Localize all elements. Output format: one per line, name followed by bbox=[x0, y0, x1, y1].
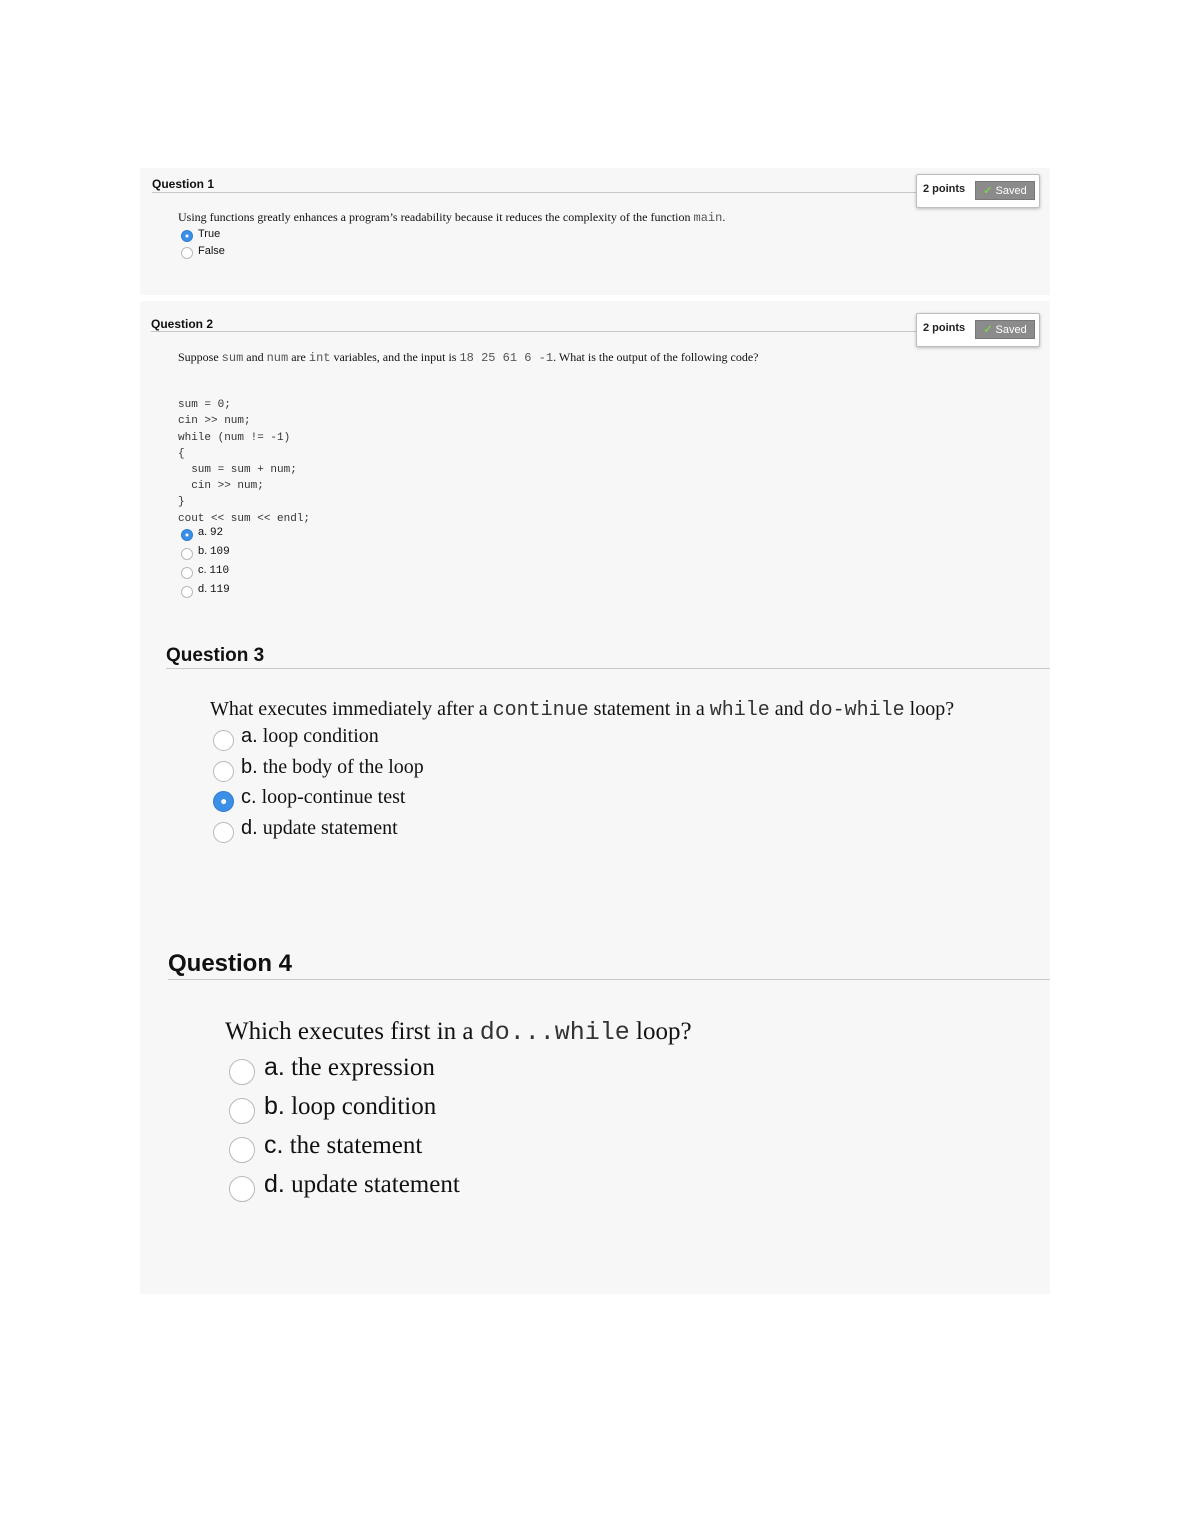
code-line: sum = 0; bbox=[178, 399, 231, 412]
text-part: variables, and the input is bbox=[330, 350, 460, 364]
option-text: the statement bbox=[289, 1132, 423, 1159]
code-word: sum bbox=[221, 351, 244, 365]
question-2-divider bbox=[151, 331, 917, 332]
option-letter: a. bbox=[198, 526, 208, 538]
radio-option-c[interactable] bbox=[213, 791, 234, 812]
option-true-label: True bbox=[198, 228, 221, 240]
code-line: } bbox=[178, 496, 185, 509]
question-3-title: Question 3 bbox=[166, 645, 265, 666]
question-3-divider bbox=[166, 668, 1050, 669]
option-c-label bbox=[241, 786, 405, 809]
text-part: . What is the output of the following code? bbox=[553, 350, 759, 364]
question-1-points-badge bbox=[916, 174, 1040, 208]
code-line: sum = sum + num; bbox=[178, 464, 297, 477]
question-1-panel bbox=[140, 168, 1050, 295]
text-part: and bbox=[243, 350, 267, 364]
code-line: cin >> num; bbox=[178, 415, 251, 428]
option-a-label bbox=[198, 526, 223, 539]
question-4-title: Question 4 bbox=[168, 950, 293, 977]
radio-option-b[interactable] bbox=[181, 548, 193, 560]
option-d-label bbox=[264, 1170, 460, 1199]
option-letter: b. bbox=[264, 1092, 285, 1120]
radio-option-d[interactable] bbox=[181, 586, 193, 598]
radio-option-b[interactable] bbox=[213, 761, 234, 782]
option-d-label bbox=[198, 583, 230, 596]
text-part: loop? bbox=[904, 698, 955, 720]
question-4-text bbox=[225, 1018, 692, 1047]
check-icon: ✓ bbox=[983, 185, 993, 197]
radio-option-a[interactable] bbox=[229, 1059, 255, 1085]
radio-option-a[interactable] bbox=[181, 529, 193, 541]
question-text-end: . bbox=[722, 210, 726, 224]
code-word: int bbox=[308, 351, 331, 365]
option-text: loop condition bbox=[262, 725, 379, 747]
code-word: main bbox=[693, 211, 723, 225]
option-b-label bbox=[264, 1092, 436, 1121]
code-line: { bbox=[178, 447, 185, 460]
code-block bbox=[178, 381, 310, 543]
option-letter: d. bbox=[264, 1170, 285, 1198]
option-text: the expression bbox=[291, 1054, 435, 1081]
code-word: while bbox=[709, 699, 770, 722]
text-part: and bbox=[769, 698, 809, 720]
saved-label: Saved bbox=[995, 185, 1027, 197]
option-letter: a. bbox=[241, 725, 258, 747]
saved-button[interactable] bbox=[975, 320, 1035, 339]
question-1-title: Question 1 bbox=[152, 177, 215, 191]
option-value: 92 bbox=[209, 527, 224, 539]
radio-option-c[interactable] bbox=[181, 567, 193, 579]
code-line: cout << sum << endl; bbox=[178, 512, 311, 525]
option-d-label bbox=[241, 817, 398, 840]
radio-true[interactable] bbox=[181, 230, 193, 242]
question-4-divider bbox=[168, 979, 1050, 980]
option-text: loop condition bbox=[291, 1093, 437, 1120]
option-false-label: False bbox=[198, 245, 225, 257]
option-letter: d. bbox=[241, 817, 258, 839]
code-word: num bbox=[266, 351, 289, 365]
radio-option-c[interactable] bbox=[229, 1137, 255, 1163]
code-word: continue bbox=[492, 699, 589, 722]
option-letter: b. bbox=[198, 545, 208, 557]
option-text: update statement bbox=[262, 817, 398, 839]
radio-option-b[interactable] bbox=[229, 1098, 255, 1124]
option-letter: b. bbox=[241, 756, 258, 778]
radio-option-d[interactable] bbox=[213, 822, 234, 843]
option-value: 109 bbox=[209, 546, 230, 558]
option-c-label bbox=[198, 564, 229, 577]
saved-label: Saved bbox=[995, 324, 1027, 336]
option-a-label bbox=[264, 1053, 435, 1082]
question-2-points-badge bbox=[916, 313, 1040, 347]
option-c-label bbox=[264, 1131, 422, 1160]
option-b-label bbox=[241, 756, 424, 779]
option-value: 119 bbox=[209, 584, 230, 596]
option-value: 110 bbox=[209, 565, 230, 577]
check-icon: ✓ bbox=[983, 324, 993, 336]
question-2-title: Question 2 bbox=[151, 317, 214, 331]
text-part: are bbox=[288, 350, 309, 364]
option-letter: c. bbox=[264, 1131, 284, 1159]
option-letter: c. bbox=[198, 564, 207, 576]
question-3-text bbox=[210, 698, 954, 722]
radio-option-a[interactable] bbox=[213, 730, 234, 751]
points-label: 2 points bbox=[923, 322, 966, 334]
code-line: cin >> num; bbox=[178, 480, 264, 493]
question-2-text bbox=[178, 350, 759, 365]
text-part: statement in a bbox=[588, 698, 710, 720]
text-part: What executes immediately after a bbox=[210, 698, 493, 720]
code-word: do...while bbox=[479, 1018, 630, 1047]
text-part: loop? bbox=[629, 1018, 692, 1045]
question-1-divider bbox=[152, 192, 917, 193]
option-letter: d. bbox=[198, 583, 208, 595]
saved-button[interactable] bbox=[975, 181, 1035, 200]
points-label: 2 points bbox=[923, 183, 966, 195]
code-word: do-while bbox=[808, 699, 905, 722]
text-part: Suppose bbox=[178, 350, 222, 364]
question-1-text bbox=[178, 210, 725, 225]
radio-false[interactable] bbox=[181, 247, 193, 259]
option-text: the body of the loop bbox=[262, 756, 424, 778]
option-text: update statement bbox=[291, 1171, 460, 1198]
question-text: Using functions greatly enhances a program’s readability because it reduces the complexity of the function bbox=[178, 210, 694, 224]
radio-option-d[interactable] bbox=[229, 1176, 255, 1202]
option-b-label bbox=[198, 545, 230, 558]
code-line: while (num != -1) bbox=[178, 431, 291, 444]
option-a-label bbox=[241, 725, 379, 748]
input-values: 18 25 61 6 -1 bbox=[459, 351, 554, 365]
option-letter: c. bbox=[241, 786, 257, 808]
text-part: Which executes first in a bbox=[225, 1018, 480, 1045]
option-letter: a. bbox=[264, 1053, 285, 1081]
option-text: loop-continue test bbox=[261, 786, 406, 808]
